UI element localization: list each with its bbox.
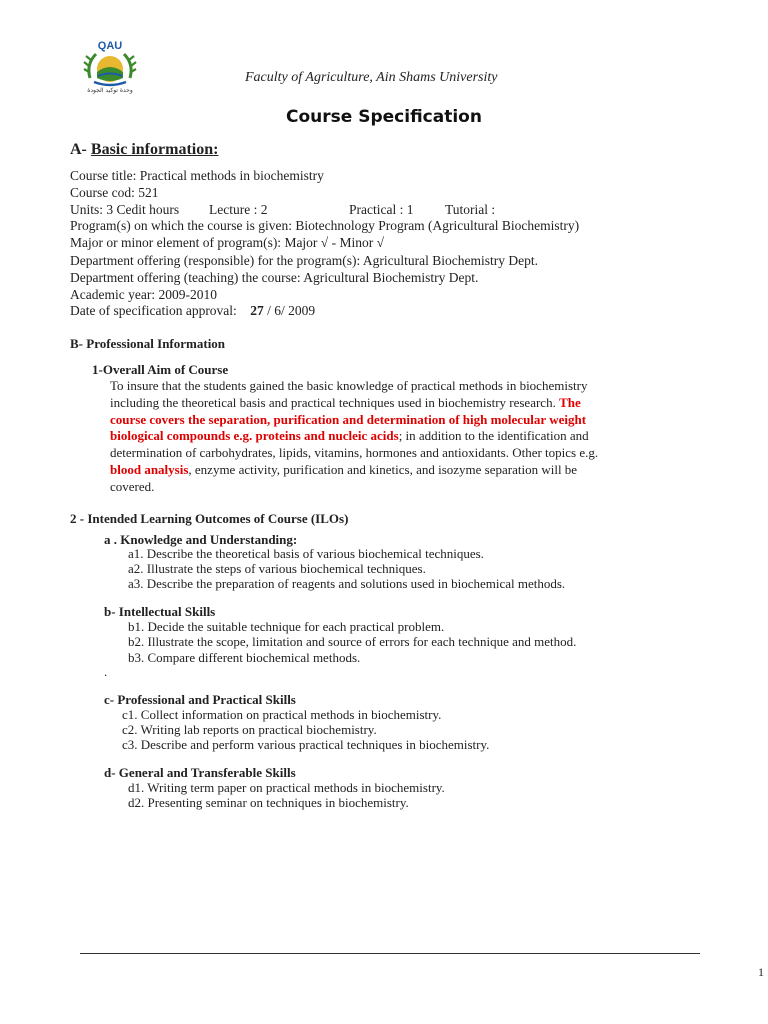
approval-rest: / 6/ 2009 bbox=[263, 303, 316, 318]
aim-text: ; in addition to the identification and bbox=[398, 428, 589, 444]
course-title: Course title: Practical methods in biochemistry bbox=[70, 168, 324, 183]
footer-rule bbox=[80, 953, 700, 954]
aim-text: covered. bbox=[110, 478, 155, 494]
practical: Practical : 1 bbox=[349, 202, 414, 217]
list-item: d2. Presenting seminar on techniques in biochemistry. bbox=[128, 795, 409, 810]
ilo-a-heading: a . Knowledge and Understanding: bbox=[104, 532, 298, 547]
aim-heading: 1-Overall Aim of Course bbox=[92, 362, 229, 377]
tutorial: Tutorial : bbox=[445, 202, 496, 217]
major-minor: Major or minor element of program(s): Major √ - Minor √ bbox=[70, 235, 384, 250]
units: Units: 3 Cedit hours bbox=[70, 202, 180, 217]
aim-highlight: biological compounds e.g. proteins and nucleic acids bbox=[110, 428, 399, 444]
academic-year: Academic year: 2009-2010 bbox=[70, 287, 217, 302]
aim-text: To insure that the students gained the basic knowledge of practical methods in biochemistry bbox=[110, 378, 588, 393]
list-item: c2. Writing lab reports on practical biochemistry. bbox=[122, 722, 377, 737]
page-title: Course Specification bbox=[286, 107, 482, 127]
qau-logo bbox=[80, 38, 140, 100]
page-number: 1 bbox=[758, 965, 764, 979]
ilos-heading: 2 - Intended Learning Outcomes of Course (ILOs) bbox=[70, 511, 349, 526]
aim-line bbox=[110, 479, 598, 496]
aim-text: including the theoretical basis and practical techniques used in biochemistry research. bbox=[110, 394, 560, 410]
section-a-heading-text: Basic information bbox=[90, 141, 214, 158]
dept-responsible: Department offering (responsible) for the program(s): Agricultural Biochemistry Dept. bbox=[70, 253, 538, 268]
aim-line bbox=[110, 445, 598, 462]
aim-text: determination of carbohydrates, lipids, vitamins, hormones and antioxidants. Other topics e.g. bbox=[110, 445, 599, 461]
list-item: d1. Writing term paper on practical methods in biochemistry. bbox=[128, 780, 445, 795]
institution-name: Faculty of Agriculture, Ain Shams University bbox=[245, 70, 498, 85]
list-item: b2. Illustrate the scope, limitation and source of errors for each technique and method. bbox=[128, 634, 577, 649]
logo-text: QAU bbox=[97, 40, 123, 52]
approval-label: Date of specification approval: bbox=[70, 303, 237, 318]
aim-text: , enzyme activity, purification and kinetics, and isozyme separation will be bbox=[188, 461, 578, 477]
section-a-prefix: A- bbox=[70, 141, 91, 158]
aim-paragraph bbox=[110, 378, 598, 496]
list-item: b1. Decide the suitable technique for each practical problem. bbox=[128, 619, 445, 634]
ilo-b-heading: b- Intellectual Skills bbox=[104, 604, 216, 619]
section-b-heading: B- Professional Information bbox=[70, 336, 226, 351]
list-item: c3. Describe and perform various practical techniques in biochemistry. bbox=[122, 737, 490, 752]
ilo-c-heading: c- Professional and Practical Skills bbox=[104, 692, 296, 707]
list-item: c1. Collect information on practical methods in biochemistry. bbox=[122, 707, 442, 722]
list-item: a2. Illustrate the steps of various biochemical techniques. bbox=[128, 561, 426, 576]
lecture: Lecture : 2 bbox=[209, 202, 268, 217]
list-item: a3. Describe the preparation of reagents and solutions used in biochemical methods. bbox=[128, 576, 566, 591]
aim-highlight: course covers the separation, purification and determination of high molecular weight bbox=[110, 411, 587, 427]
section-a-heading-colon: : bbox=[213, 141, 219, 158]
units-row bbox=[70, 202, 496, 218]
approval-day: 27 bbox=[250, 303, 264, 318]
section-a-heading bbox=[70, 141, 218, 159]
list-item: b3. Compare different biochemical methods. bbox=[128, 650, 361, 665]
logo-caption: وحدة توكيد الجودة bbox=[87, 87, 133, 94]
aim-line bbox=[110, 395, 598, 412]
aim-line bbox=[110, 462, 598, 479]
dept-teaching: Department offering (teaching) the course: Agricultural Biochemistry Dept. bbox=[70, 270, 479, 285]
aim-highlight: The bbox=[559, 394, 581, 410]
ilo-d-heading: d- General and Transferable Skills bbox=[104, 765, 296, 780]
approval-date bbox=[70, 303, 315, 319]
aim-line bbox=[110, 378, 598, 395]
list-item: a1. Describe the theoretical basis of various biochemical techniques. bbox=[128, 546, 484, 561]
stray-dot: . bbox=[104, 664, 108, 679]
course-code: Course cod: 521 bbox=[70, 185, 159, 200]
aim-line bbox=[110, 412, 598, 429]
aim-line bbox=[110, 428, 598, 445]
programs: Program(s) on which the course is given: Biotechnology Program (Agricultural Biochemistry) bbox=[70, 218, 580, 233]
aim-highlight: blood analysis bbox=[110, 461, 189, 477]
